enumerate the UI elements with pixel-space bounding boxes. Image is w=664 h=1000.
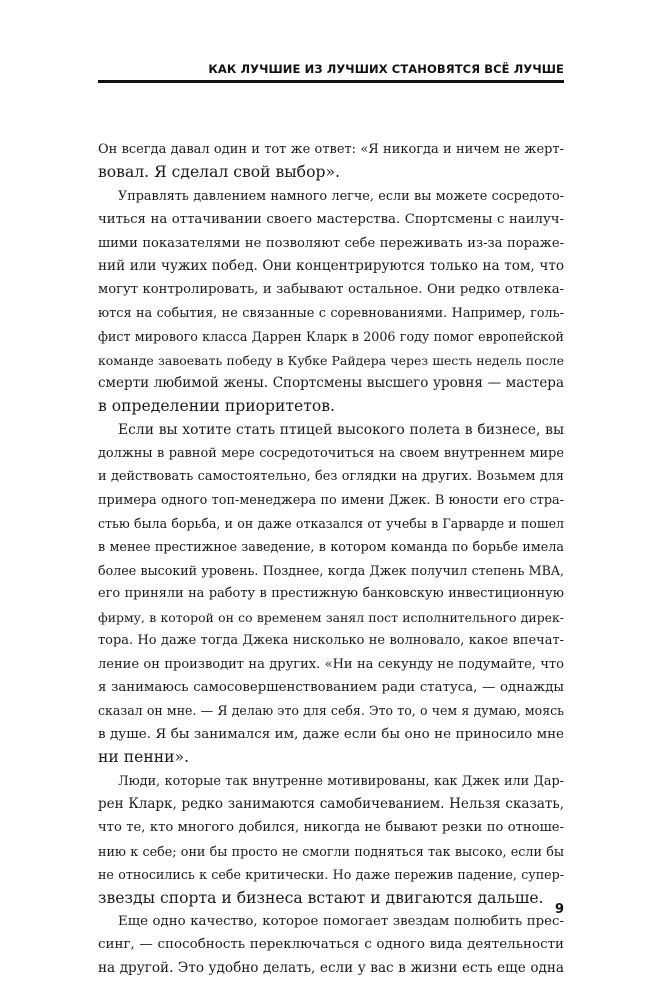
text-line: примера одного топ-менеджера по имени Джек. В юности его стра- (98, 492, 564, 508)
text-line: тора. Но даже тогда Джека нисколько не волновало, какое впечат- (98, 633, 564, 649)
text-line: читься на оттачивании своего мастерства. Спортсмены с наилуч- (98, 212, 564, 228)
text-line: и действовать самостоятельно, без оглядки на других. Возьмем для (98, 469, 564, 485)
text-line: что те, кто многого добился, никогда не бывают резки по отноше- (98, 820, 564, 836)
text-line: рен Кларк, редко занимаются самобичеванием. Нельзя сказать, (98, 795, 564, 812)
body-text (98, 138, 564, 980)
text-line: звезды спорта и бизнеса встают и двигаются дальше. (98, 888, 544, 907)
text-line: Он всегда давал один и тот же ответ: «Я никогда и ничем не жерт- (98, 142, 564, 157)
text-line: Еще одно качество, которое помогает звездам полюбить прес- (118, 913, 564, 929)
text-line: Управлять давлением намного легче, если вы можете сосредото- (118, 188, 564, 204)
text-line: могут контролировать, и забывают остальное. Они редко отвлека- (98, 282, 564, 298)
text-line: нию к себе; они бы просто не смогли подняться так высоко, если бы (98, 843, 564, 859)
text-line: вовал. Я сделал свой выбор». (98, 163, 340, 182)
text-line: Люди, которые так внутренне мотивированы, как Джек или Дар- (118, 773, 564, 789)
text-line: шими показателями не позволяют себе переживать из-за пораже- (98, 235, 564, 251)
text-line: ление он производит на других. «Ни на секунду не подумайте, что (98, 656, 564, 672)
header-rule (98, 80, 564, 83)
text-line: сказал он мне. — Я делаю это для себя. Это то, о чем я думаю, моясь (98, 703, 564, 719)
text-line: должны в равной мере сосредоточиться на своем внутреннем мире (98, 446, 564, 462)
text-line: фирму, в которой он со временем занял пост исполнительного дирек- (98, 609, 564, 625)
text-line: ни пенни». (98, 748, 190, 767)
text-line: не относились к себе критически. Но даже пережив падение, супер- (98, 867, 564, 883)
text-line: его приняли на работу в престижную банковскую инвестиционную (98, 586, 564, 602)
running-head-title: КАК ЛУЧШИЕ ИЗ ЛУЧШИХ СТАНОВЯТСЯ ВСЁ ЛУЧШЕ (208, 62, 564, 76)
text-line: синг, — способность переключаться с одного вида деятельности (98, 937, 564, 953)
text-line: стью была борьба, и он даже отказался от учебы в Гарварде и пошел (98, 516, 564, 532)
text-line: в душе. Я бы занимался им, даже если бы оно не приносило мне (98, 726, 564, 742)
text-line: более высокий уровень. Позднее, когда Джек получил степень MBA, (98, 563, 564, 579)
text-line: команде завоевать победу в Кубке Райдера через шесть недель после (98, 352, 564, 368)
text-line: в определении приоритетов. (98, 397, 335, 416)
text-line: ний или чужих побед. Они концентрируются только на том, что (98, 257, 564, 274)
text-line: я занимаюсь самосовершенствованием ради статуса, — однажды (98, 679, 564, 695)
text-line: ются на события, не связанные с соревнованиями. Например, голь- (98, 305, 564, 321)
text-line: Если вы хотите стать птицей высокого полета в бизнесе, вы (118, 421, 564, 438)
text-line: смерти любимой жены. Спортсмены высшего уровня — мастера (98, 374, 564, 391)
text-line: фист мирового класса Даррен Кларк в 2006 году помог европейской (98, 329, 564, 345)
text-line: на другой. Это удобно делать, если у вас в жизни есть еще одна (98, 959, 564, 976)
text-line: в менее престижное заведение, в котором команда по борьбе имела (98, 539, 564, 555)
page-number: 9 (554, 902, 564, 917)
